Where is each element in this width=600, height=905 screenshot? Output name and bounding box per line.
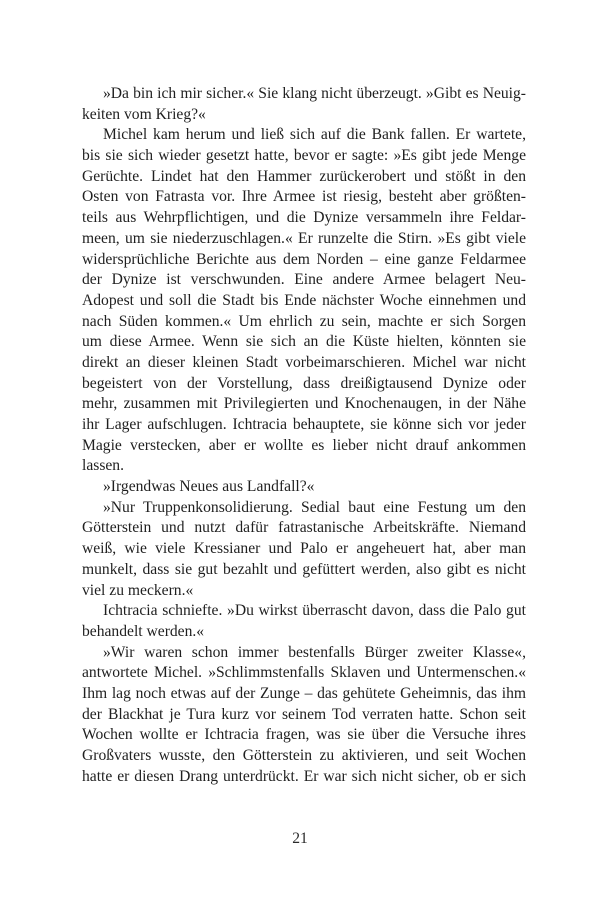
text-line: Osten von Fatrasta vor. Ihre Armee ist riesig, besteht aber größten- [82, 188, 526, 206]
text-line: Adopest und soll die Stadt bis Ende nächster Woche einnehmen und [82, 291, 526, 309]
paragraph-first-line: »Nur Truppenkonsolidierung. Sedial baut eine Festung um den [103, 498, 526, 516]
text-line: behandelt werden.« [82, 622, 205, 640]
text-line: der Dynize ist verschwunden. Eine andere Armee belagert Neu- [82, 271, 526, 289]
body-text [82, 84, 526, 787]
text-line: mehr, zusammen mit Privilegierten und Knochenaugen, in der Nähe [82, 395, 526, 413]
paragraph-first-line: Ichtracia schniefte. »Du wirkst überrascht davon, dass die Palo gut [103, 602, 526, 620]
text-line: Götterstein und nutzt dafür fatrastanische Arbeitskräfte. Niemand [82, 519, 526, 537]
text-line: Ihm lag noch etwas auf der Zunge – das gehütete Geheimnis, das ihm [82, 684, 526, 702]
text-line: direkt an dieser kleinen Stadt vorbeimarschieren. Michel war nicht [82, 353, 526, 371]
text-line: meen, um sie niederzuschlagen.« Er runzelte die Stirn. »Es gibt viele [82, 229, 526, 247]
text-line: um diese Armee. Wenn sie sich an die Küste hielten, könnten sie [82, 333, 526, 351]
text-line: Großvaters wusste, den Götterstein zu aktivieren, und seit Wochen [82, 747, 526, 764]
paragraph-first-line: »Wir waren schon immer bestenfalls Bürger zweiter Klasse«, [103, 643, 526, 661]
page-number: 21 [292, 830, 308, 847]
text-line: nach Süden kommen.« Um ehrlich zu sein, machte er sich Sorgen [82, 312, 526, 330]
text-line: Magie verstecken, aber er wollte es lieber nicht drauf ankommen [82, 436, 526, 454]
paragraph-first-line: »Irgendwas Neues aus Landfall?« [103, 478, 315, 496]
text-line: begeistert von der Vorstellung, dass dreißigtausend Dynize oder [82, 374, 526, 392]
text-line: viel zu meckern.« [82, 581, 194, 599]
text-line: teils aus Wehrpflichtigen, und die Dynize versammeln ihre Feldar- [82, 209, 526, 227]
paragraph-first-line: »Da bin ich mir sicher.« Sie klang nicht überzeugt. »Gibt es Neuig- [103, 85, 526, 102]
text-line: munkelt, dass sie gut bezahlt und gefüttert werden, also gibt es nicht [82, 560, 526, 578]
text-line: weiß, wie viele Kressianer und Palo er angeheuert hat, aber man [82, 540, 526, 558]
text-line: keiten vom Krieg?« [82, 105, 206, 123]
text-line: lassen. [82, 457, 125, 475]
text-line: Gerüchte. Lindet hat den Hammer zurückerobert und stößt in den [82, 167, 526, 185]
text-line: bis sie sich wieder gesetzt hatte, bevor er sagte: »Es gibt jede Menge [82, 147, 526, 165]
text-line: ihr Lager aufschlugen. Ichtracia behauptete, sie könne sich vor jeder [82, 416, 526, 433]
text-line: widersprüchliche Berichte aus dem Norden – eine ganze Feldarmee [82, 250, 526, 268]
text-line: hatte er diesen Drang unterdrückt. Er war sich nicht sicher, ob er sich [82, 767, 526, 785]
paragraph-first-line: Michel kam herum und ließ sich auf die Bank fallen. Er wartete, [103, 126, 526, 144]
text-line: antwortete Michel. »Schlimmstenfalls Sklaven und Untermenschen.« [82, 664, 526, 682]
text-line: Wochen wollte er Ichtracia fragen, was sie über die Versuche ihres [82, 726, 526, 744]
text-line: der Blackhat je Tura kurz vor seinem Tod verraten hatte. Schon seit [82, 705, 526, 723]
